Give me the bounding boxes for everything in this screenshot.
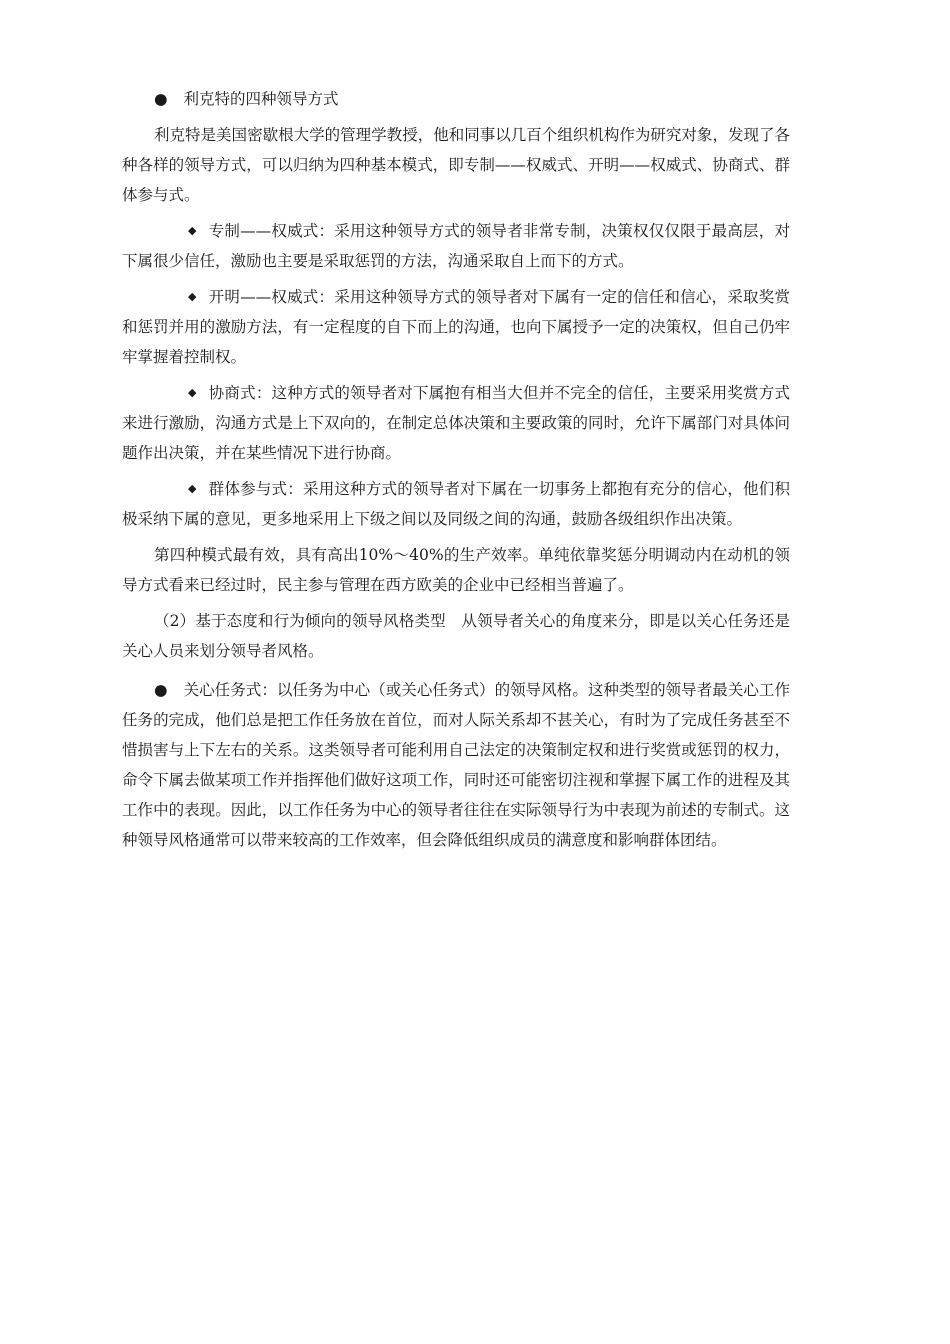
diamond-bullet-icon: ◆ — [188, 290, 197, 303]
mode-consultative — [122, 378, 790, 468]
mode-text: 专制——权威式：采用这种领导方式的领导者非常专制，决策权仅仅限于最高层，对下属很少信任，激励也主要是采取惩罚的方法，沟通采取自上而下的方式。 — [122, 222, 790, 270]
task-oriented-text: 关心任务式：以任务为中心（或关心任务式）的领导风格。这种类型的领导者最关心工作任务的完成，他们总是把工作任务放在首位，而对人际关系却不甚关心，有时为了完成任务甚至不惜损害与上下左右的关系。这类领导者可能利用自己法定的决策制定权和进行奖赏或惩罚的权力，命令下属去做某项工作并指挥他们做好这项工作，同时还可能密切注视和掌握下属工作的进程及其工作中的表现。因此，以工作任务为中心的领导者往往在实际领导行为中表现为前述的专制式。这种领导风格通常可以带来较高的工作效率，但会降低组织成员的满意度和影响群体团结。 — [122, 681, 790, 849]
diamond-bullet-icon: ◆ — [188, 386, 197, 399]
heading-text: 利克特的四种领导方式 — [183, 90, 339, 108]
mode-participative — [122, 474, 790, 534]
diamond-bullet-icon: ◆ — [188, 224, 197, 237]
section-2-paragraph: （2）基于态度和行为倾向的领导风格类型 从领导者关心的角度来分，即是以关心任务还是关心人员来划分领导者风格。 — [122, 612, 790, 660]
conclusion-paragraph: 第四种模式最有效，具有高出10%～40%的生产效率。单纯依靠奖惩分明调动内在动机的领导方式看来已经过时，民主参与管理在西方欧美的企业中已经相当普遍了。 — [122, 546, 790, 594]
mode-text: 群体参与式：采用这种方式的领导者对下属在一切事务上都抱有充分的信心，他们积极采纳下属的意见，更多地采用上下级之间以及同级之间的沟通，鼓励各级组织作出决策。 — [122, 480, 790, 528]
mode-text: 开明——权威式：采用这种领导方式的领导者对下属有一定的信任和信心，采取奖赏和惩罚并用的激励方法，有一定程度的自下而上的沟通，也向下属授予一定的决策权，但自己仍牢牢掌握着控制权。 — [122, 288, 790, 366]
document-body — [122, 84, 790, 855]
intro-paragraph: 利克特是美国密歇根大学的管理学教授，他和同事以几百个组织机构作为研究对象，发现了各种各样的领导方式，可以归纳为四种基本模式，即专制——权威式、开明——权威式、协商式、群体参与式。 — [122, 126, 790, 204]
bullet-icon: ● — [154, 681, 168, 699]
bullet-icon: ● — [154, 90, 168, 108]
mode-benevolent — [122, 282, 790, 372]
task-oriented-paragraph — [122, 675, 790, 855]
mode-text: 协商式：这种方式的领导者对下属抱有相当大但并不完全的信任，主要采用奖赏方式来进行激励，沟通方式是上下双向的，在制定总体决策和主要政策的同时，允许下属部门对具体问题作出决策，并在某些情况下进行协商。 — [122, 384, 790, 462]
section-heading-likert — [122, 84, 790, 114]
mode-autocratic — [122, 216, 790, 276]
diamond-bullet-icon: ◆ — [188, 482, 197, 495]
